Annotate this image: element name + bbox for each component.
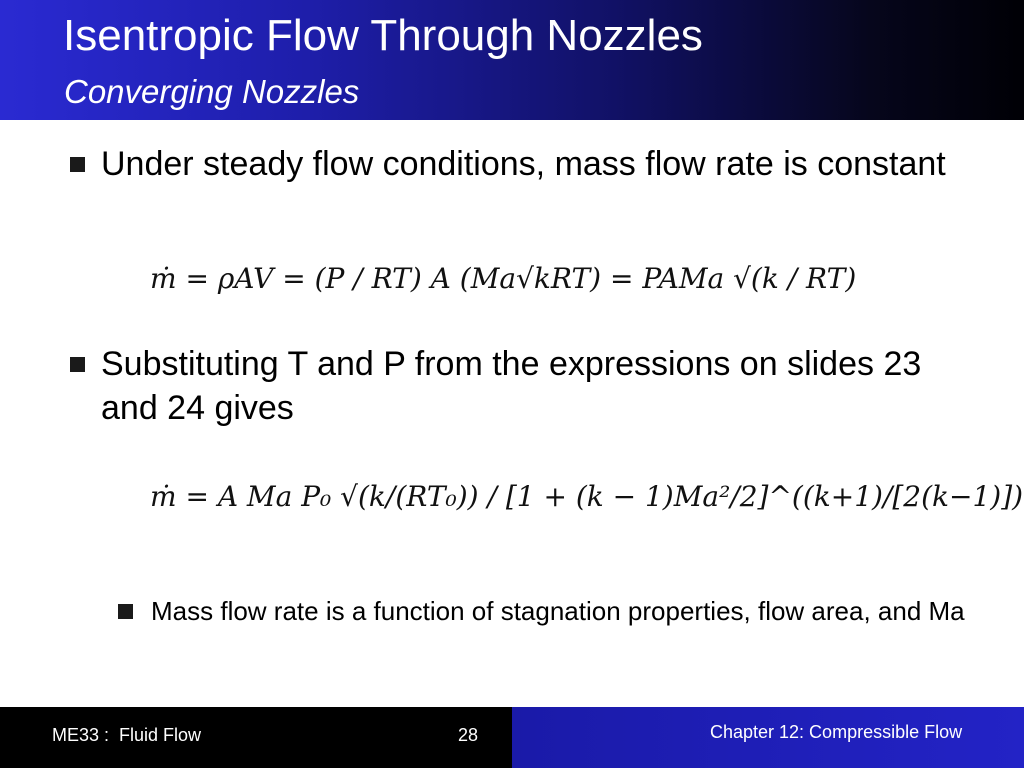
footer-page-number: 28 [458, 725, 479, 745]
title-banner [0, 0, 1024, 120]
sub-bullet-1: Mass flow rate is a function of stagnation properties, flow area, and Ma [151, 596, 965, 626]
footer-bar [0, 707, 1024, 768]
bullet-1: Under steady flow conditions, mass flow rate is constant [101, 145, 946, 183]
footer-chapter-label: Chapter 12: Compressible Flow [710, 722, 963, 742]
bullet-square-icon [70, 157, 85, 172]
equation-mass-flow-2: ṁ = A Ma P₀ √(k/(RT₀)) / [1 + (k − 1)Ma²/2]^((k+1)/[2(k−1)]) [150, 480, 1024, 513]
bullet-2: Substituting T and P from the expressions on slides 23 and 24 gives [101, 345, 922, 427]
bullet-square-icon [70, 357, 85, 372]
slide-subtitle: Converging Nozzles [64, 73, 360, 110]
footer-course-label: ME33 : Fluid Flow [52, 725, 202, 745]
slide-title: Isentropic Flow Through Nozzles [63, 11, 703, 60]
equation-mass-flow-1: ṁ = ρAV = (P / RT) A (Ma√kRT) = PAMa √(k / RT) [150, 262, 857, 295]
sub-bullet-square-icon [118, 604, 133, 619]
